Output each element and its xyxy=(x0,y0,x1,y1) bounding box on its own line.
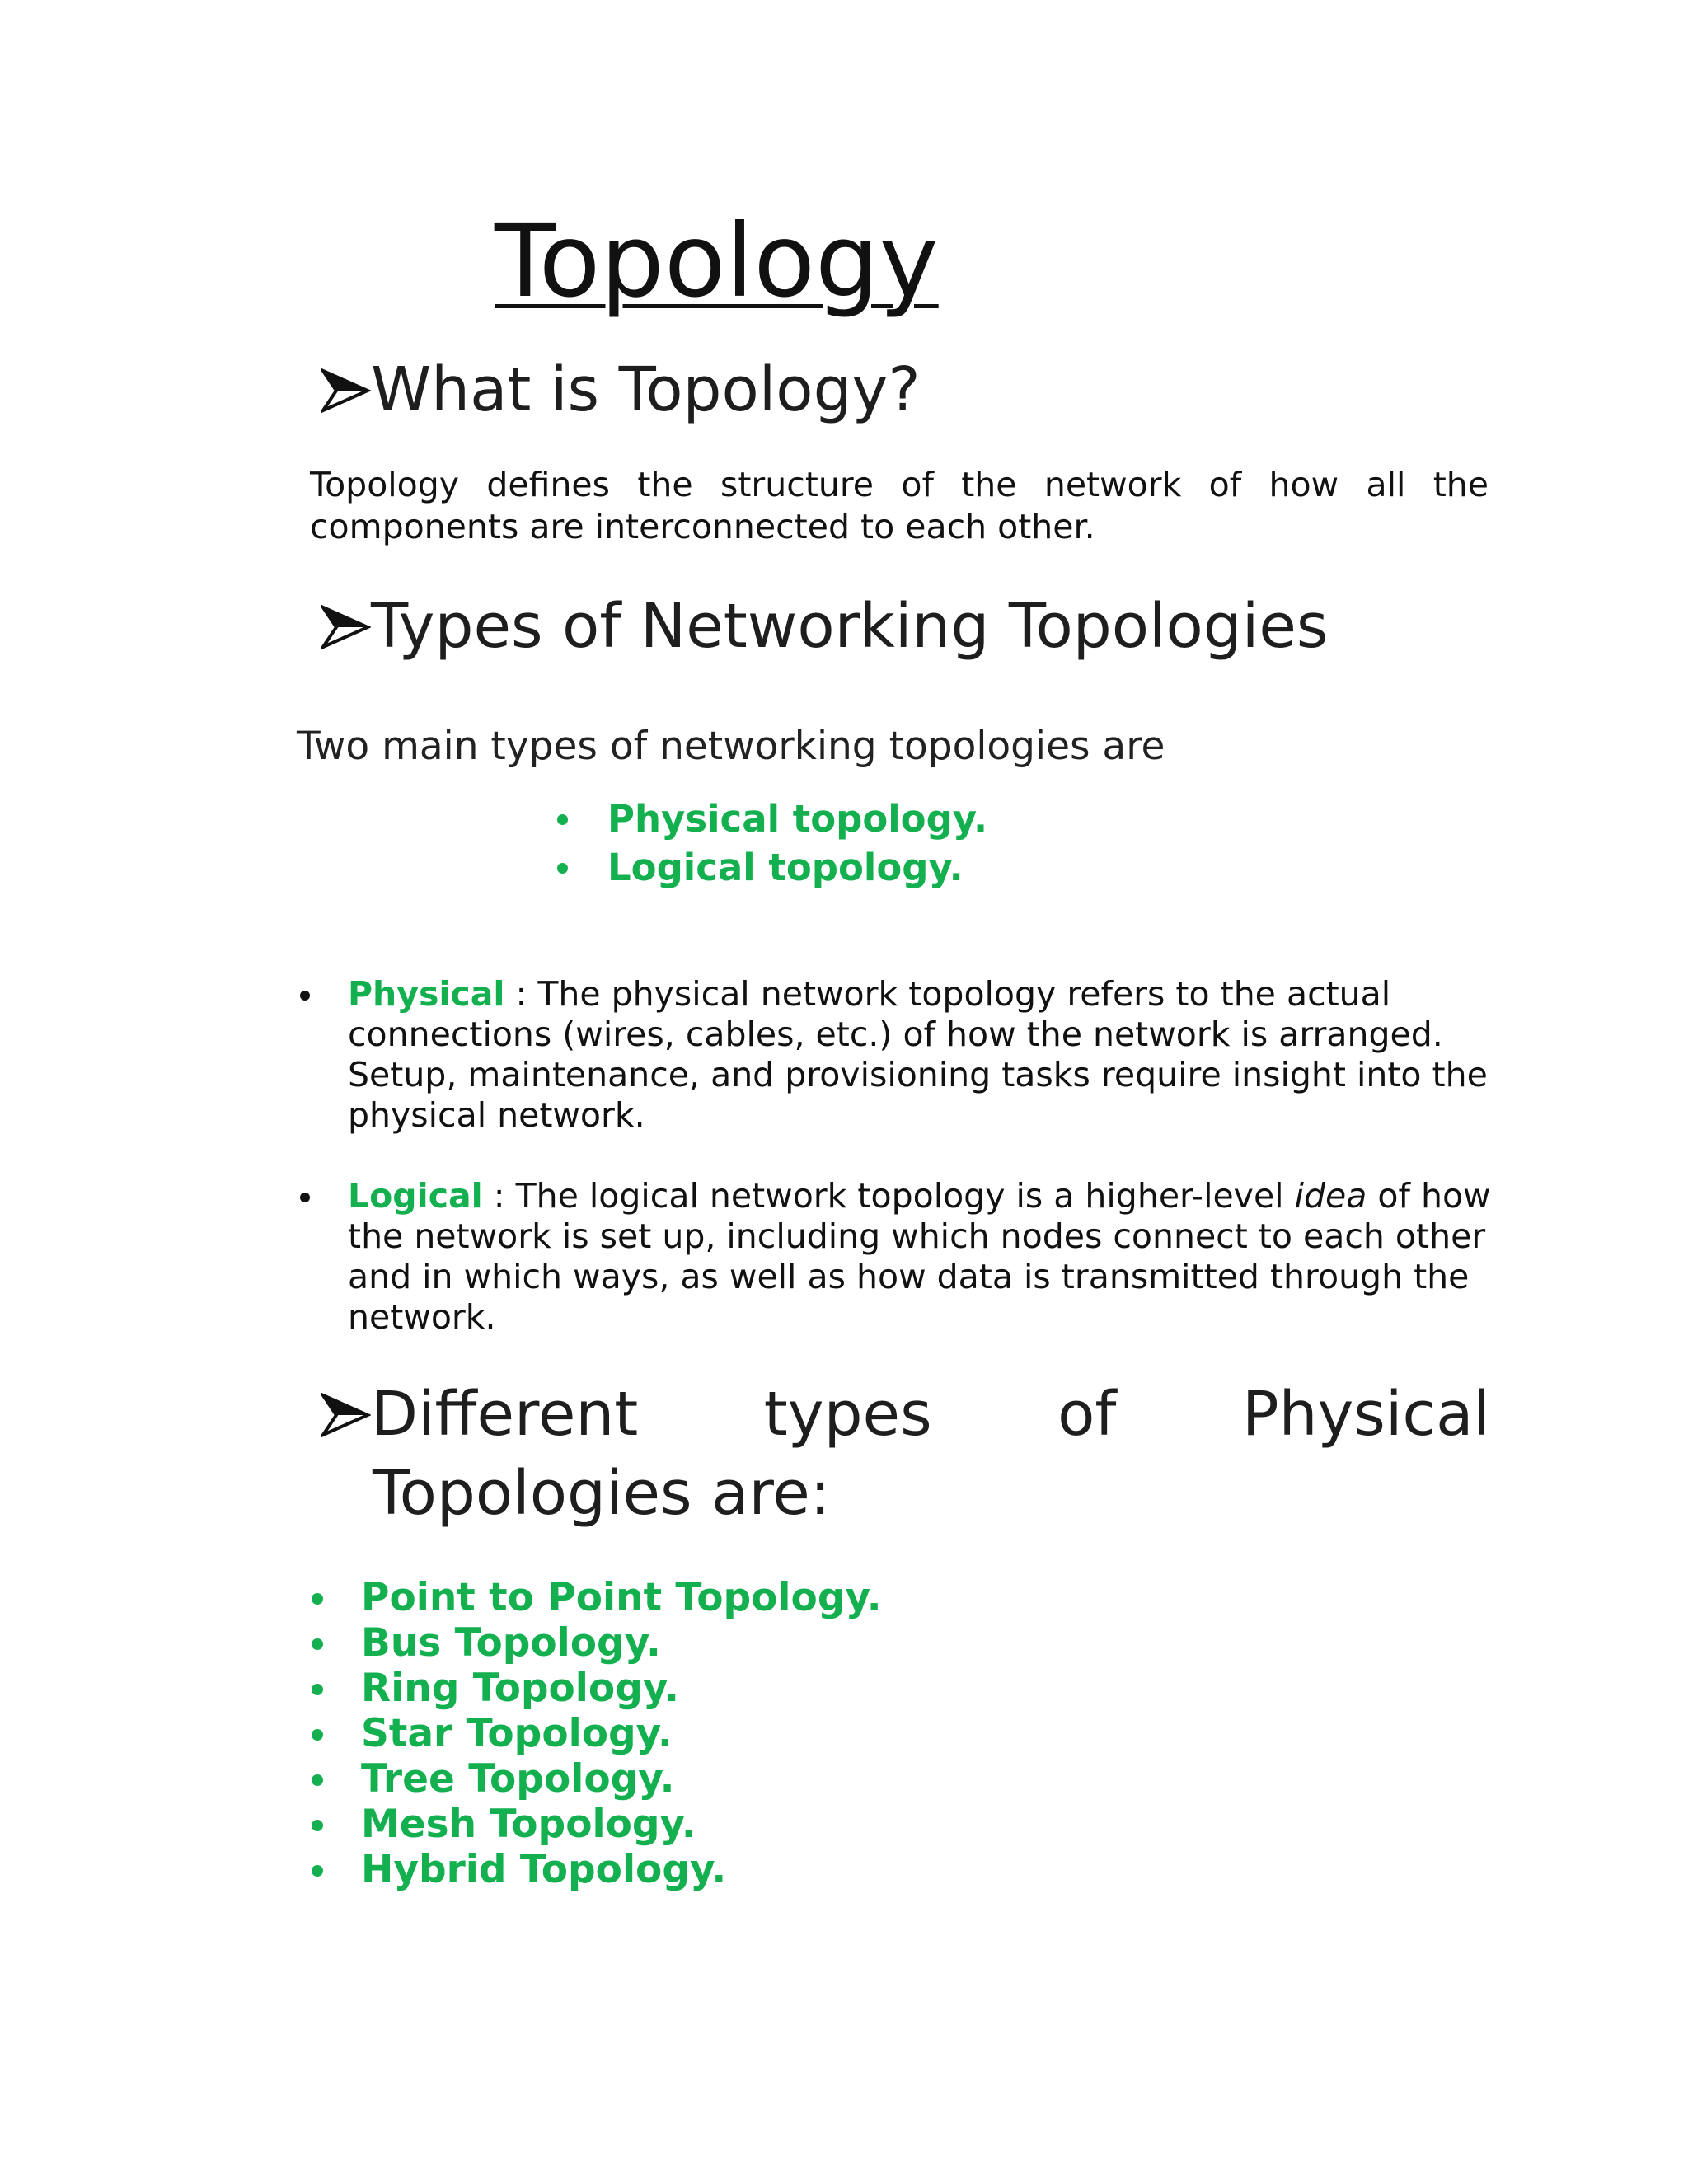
list-item: Logical topology. xyxy=(554,843,987,892)
definition-term: Physical xyxy=(348,974,505,1014)
heading-line-1 xyxy=(321,1375,1490,1454)
list-item: Physical topology. xyxy=(554,794,987,843)
heading-word: types xyxy=(763,1379,932,1450)
bullet-icon xyxy=(300,1193,310,1202)
heading-line-2: Topologies are: xyxy=(373,1458,831,1530)
list-item: Tree Topology. xyxy=(307,1756,882,1802)
heading-text: What is Topology? xyxy=(371,354,921,425)
page-title: Topology xyxy=(495,203,939,320)
bullet-icon xyxy=(312,1638,323,1650)
list-item: Mesh Topology. xyxy=(307,1802,882,1847)
bullet-icon xyxy=(312,1820,323,1831)
bullet-icon xyxy=(312,1774,323,1786)
topology-definition: Topology defines the structure of the network of how all the components are interconnected to each other. xyxy=(310,465,1489,546)
heading-types-of-topologies xyxy=(321,587,1328,666)
heading-word: of xyxy=(1057,1379,1117,1450)
list-item: Hybrid Topology. xyxy=(307,1847,882,1892)
heading-physical-topologies xyxy=(321,1375,1490,1533)
definition-logical xyxy=(295,1176,1498,1338)
definitions-list xyxy=(295,974,1498,1378)
types-intro: Two main types of networking topologies are xyxy=(297,724,1165,769)
arrowhead-bullet-icon xyxy=(321,1392,371,1438)
heading-word: Physical xyxy=(1241,1379,1490,1450)
definition-text-continued: of how the network is set up, including which nodes connect to each other and in which ways, as well as how data is transmitted through the network. xyxy=(348,1176,1491,1337)
bullet-icon xyxy=(312,1593,323,1605)
bullet-icon xyxy=(557,863,568,874)
arrowhead-bullet-icon xyxy=(321,604,371,650)
heading-what-is-topology xyxy=(321,350,921,429)
definition-text: : The logical network topology is a higher-level xyxy=(482,1176,1295,1216)
heading-word: Different xyxy=(371,1379,639,1450)
list-item: Bus Topology. xyxy=(307,1620,882,1666)
definition-emphasis: idea xyxy=(1294,1176,1367,1216)
arrowhead-bullet-icon xyxy=(321,368,371,414)
bullet-icon xyxy=(312,1729,323,1741)
definition-text: : The physical network topology refers to the actual connections (wires, cables, etc.) of how the network is arranged. Setup, maintenance, and provisioning tasks require insight into the physical network. xyxy=(348,974,1488,1135)
bullet-icon xyxy=(300,991,310,1001)
bullet-icon xyxy=(312,1684,323,1695)
heading-text: Types of Networking Topologies xyxy=(371,591,1329,662)
list-item: Ring Topology. xyxy=(307,1666,882,1711)
main-types-list xyxy=(554,794,987,892)
physical-types-list xyxy=(307,1575,882,1892)
list-item: Star Topology. xyxy=(307,1711,882,1756)
bullet-icon xyxy=(312,1865,323,1877)
bullet-icon xyxy=(557,814,568,825)
definition-term: Logical xyxy=(348,1176,483,1216)
definition-physical xyxy=(295,974,1498,1136)
list-item: Point to Point Topology. xyxy=(307,1575,882,1620)
